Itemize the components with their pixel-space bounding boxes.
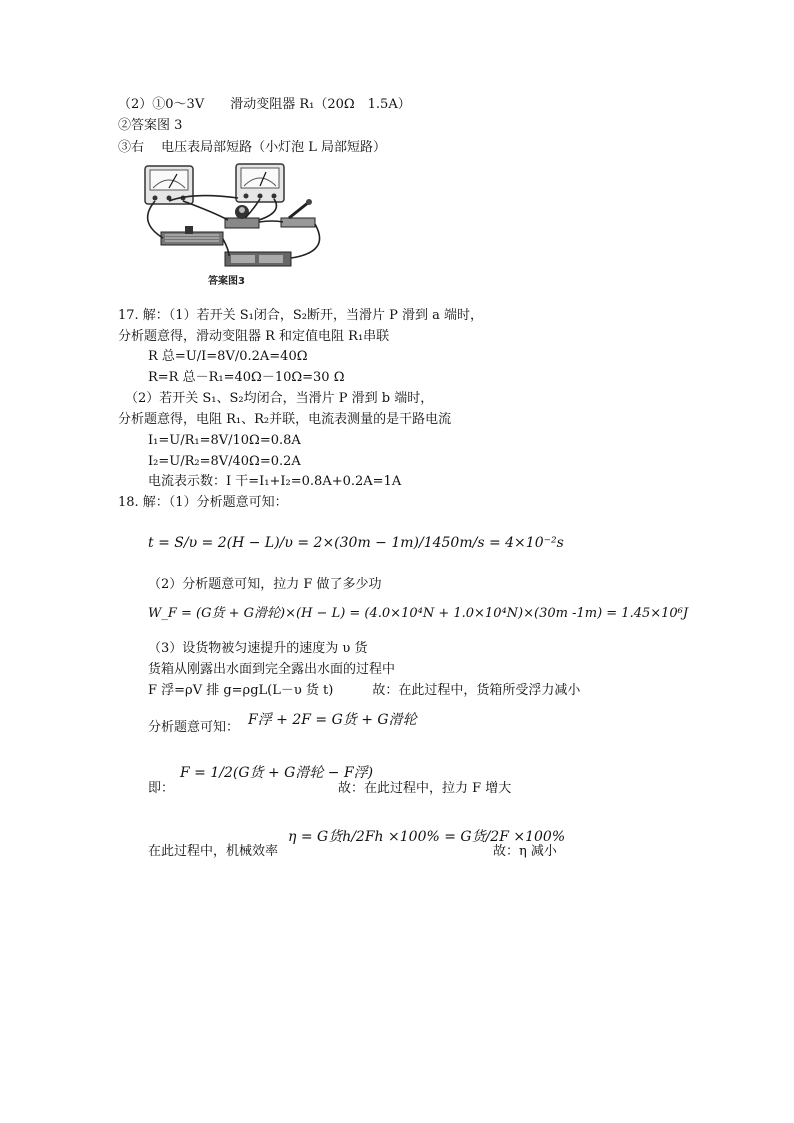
line-q17-2: 分析题意得，滑动变阻器 R 和定值电阻 R₁串联 [118,329,390,344]
figure-caption: 答案图3 [208,276,245,287]
line-q18-1: 18. 解：（1）分析题意可知： [118,495,288,510]
line-q17-4: R=R 总－R₁=40Ω－10Ω=30 Ω [148,370,345,385]
meter-right-icon [236,164,284,202]
equation-pull-force: F = 1/2(G货 + G滑轮 − F浮) [180,765,374,781]
line-q17-6: 分析题意得，电阻 R₁、R₂并联，电流表测量的是干路电流 [118,412,452,427]
line-q17-8: I₂=U/R₂=8V/40Ω=0.2A [148,454,301,469]
line-q18-3: （3）设货物被匀速提升的速度为 υ 货 [148,641,368,656]
line-q16-2-1: （2）①0～3V 滑动变阻器 R₁（20Ω 1.5A） [118,97,411,112]
line-q17-3: R 总=U/I=8V/0.2A=40Ω [148,349,308,364]
line-q18-2: （2）分析题意可知，拉力 F 做了多少功 [148,577,382,592]
line-q16-2-3: ③右 电压表局部短路（小灯泡 L 局部短路） [118,140,387,155]
line-q18-6: 分析题意可知： [148,720,240,735]
battery-icon [225,252,291,266]
switch-icon [281,199,315,227]
line-q18-4: 货箱从刚露出水面到完全露出水面的过程中 [148,662,396,677]
line-q18-9: 在此过程中，机械效率 [148,844,279,859]
line-q16-2-2: ②答案图 3 [118,118,183,133]
line-q17-1: 17. 解：（1）若开关 S₁闭合，S₂断开，当滑片 P 滑到 a 端时， [118,308,483,323]
line-q18-8: 故：在此过程中，拉力 F 增大 [338,781,512,796]
line-q18-10: 故：η 减小 [493,844,557,859]
rheostat-icon [161,226,223,245]
equation-work: W_F = (G货 + G滑轮)×(H − L) = (4.0×10⁴N + 1.0×10⁴N)×(30m -1m) = 1.45×10⁶J [148,606,689,621]
line-q17-9: 电流表示数：I 干=I₁+I₂=0.8A+0.2A=1A [148,474,402,489]
line-q17-5: （2）若开关 S₁、S₂均闭合，当滑片 P 滑到 b 端时， [125,391,434,406]
line-q18-7: 即： [148,781,175,796]
line-q17-7: I₁=U/R₁=8V/10Ω=0.8A [148,433,301,448]
meter-left-icon [145,166,193,204]
circuit-diagram [133,162,333,290]
line-q18-5: F 浮=ρV 排 g=ρgL(L－υ 货 t) 故：在此过程中，货箱所受浮力减小 [148,683,581,698]
equation-efficiency: η = G货h/2Fh ×100% = G货/2F ×100% [288,829,566,845]
equation-force-balance: F浮 + 2F = G货 + G滑轮 [248,712,417,728]
equation-time: t = S/υ = 2(H − L)/υ = 2×(30m − 1m)/1450m/s = 4×10⁻²s [148,535,564,551]
